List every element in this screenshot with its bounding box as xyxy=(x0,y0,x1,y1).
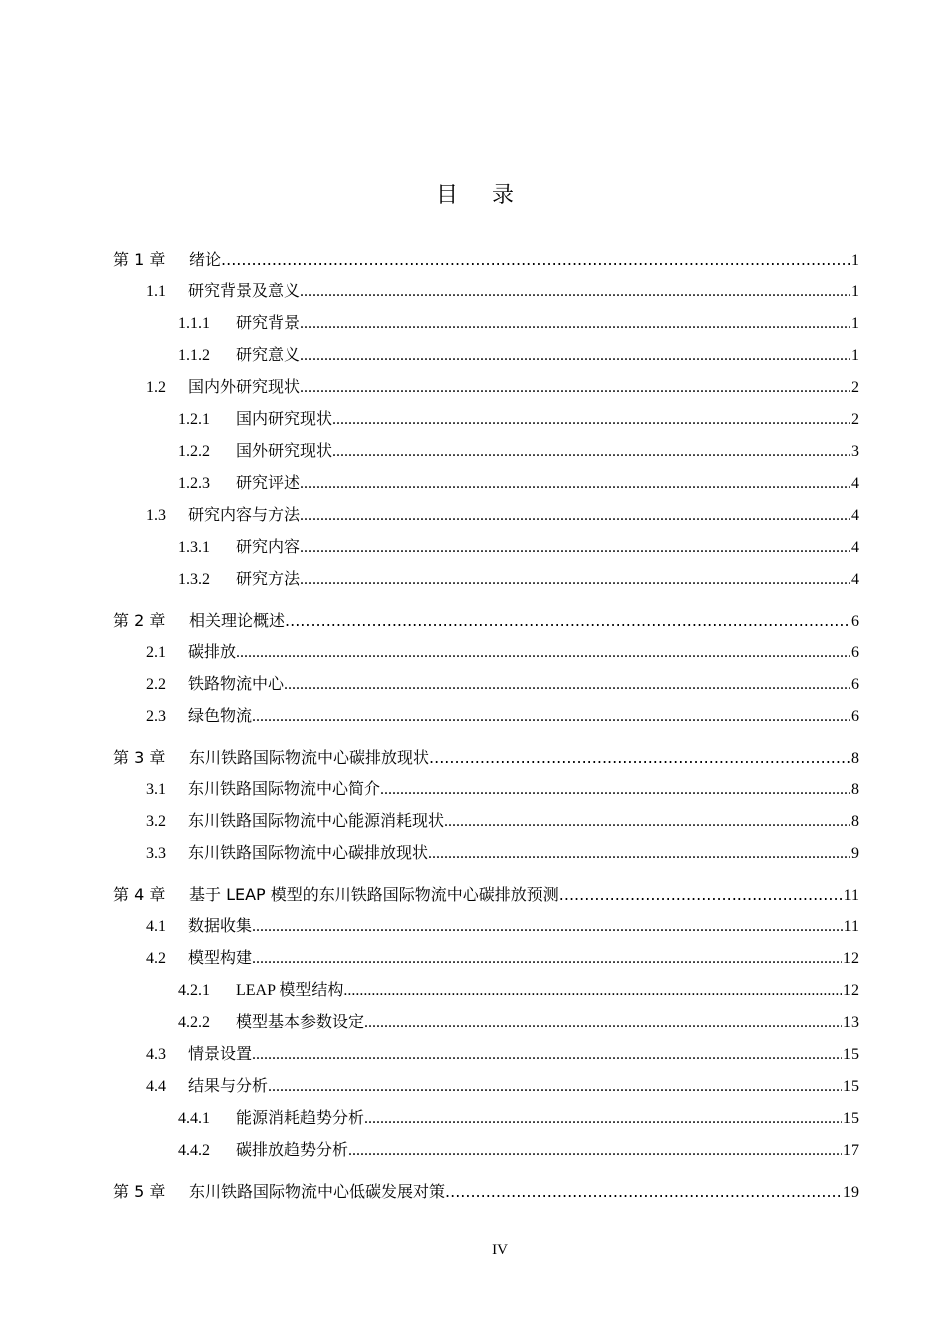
toc-section-entry[interactable] xyxy=(113,468,859,500)
toc-entry-number: 1.3.1 xyxy=(178,539,210,556)
toc-entry-page: 12 xyxy=(843,950,859,967)
toc-entry-title: 研究方法 xyxy=(236,571,301,588)
toc-section-entry[interactable] xyxy=(113,500,859,532)
dot-leader xyxy=(348,1135,842,1167)
toc-entry-title: 国内外研究现状 xyxy=(188,379,301,396)
toc-entry-title: 数据收集 xyxy=(188,918,253,935)
toc-entry-number: 4.4.2 xyxy=(178,1142,210,1159)
toc-entry-page: 15 xyxy=(843,1110,859,1127)
toc-entry-title: 碳排放 xyxy=(188,644,237,661)
toc-entry-title: 东川铁路国际物流中心简介 xyxy=(188,781,381,798)
toc-entry-page: 6 xyxy=(851,644,859,661)
dot-leader xyxy=(364,1007,842,1039)
toc-section-entry[interactable] xyxy=(113,1103,859,1135)
toc-entry-number: 1.1.2 xyxy=(178,347,210,364)
toc-entry-number: 第 1 章 xyxy=(113,250,166,269)
toc-section-entry[interactable] xyxy=(113,975,859,1007)
toc-entry-number: 第 5 章 xyxy=(113,1182,166,1201)
page-title: 目录 xyxy=(435,183,548,208)
toc-entry-title: 国外研究现状 xyxy=(236,443,333,460)
toc-entry-number: 1.3 xyxy=(146,507,166,524)
toc-entry-page: 4 xyxy=(851,507,859,524)
toc-entry-title: 绿色物流 xyxy=(188,708,253,725)
toc-entry-title: 研究背景及意义 xyxy=(188,283,301,300)
toc-entry-page: 13 xyxy=(843,1014,859,1031)
toc-entry-number: 4.4 xyxy=(146,1078,166,1095)
toc-entry-number: 4.2 xyxy=(146,950,166,967)
toc-entry-number: 第 4 章 xyxy=(113,885,166,904)
toc-entry-page: 19 xyxy=(843,1184,859,1201)
toc-entry-title: 研究内容与方法 xyxy=(188,507,301,524)
toc-entry-title: 研究意义 xyxy=(236,347,301,364)
dot-leader xyxy=(444,806,850,838)
toc-entry-title: 研究背景 xyxy=(236,315,301,332)
toc-entry-number: 1.2 xyxy=(146,379,166,396)
dot-leader xyxy=(300,564,850,596)
toc-entry-number: 4.2.2 xyxy=(178,1014,210,1031)
toc-section-entry[interactable] xyxy=(113,943,859,975)
dot-leader xyxy=(268,1071,842,1103)
toc-entry-title: 东川铁路国际物流中心能源消耗现状 xyxy=(188,813,445,830)
toc-chapter-entry[interactable] xyxy=(113,1176,859,1208)
page-number: IV xyxy=(492,1242,508,1258)
toc-chapter-entry[interactable] xyxy=(113,605,859,637)
toc-entry-number: 1.1.1 xyxy=(178,315,210,332)
toc-entry-title: 模型基本参数设定 xyxy=(236,1014,365,1031)
toc-entry-title: 能源消耗趋势分析 xyxy=(236,1110,365,1127)
toc-entry-number: 1.2.3 xyxy=(178,475,210,492)
toc-entry-title: 东川铁路国际物流中心低碳发展对策 xyxy=(189,1182,446,1201)
toc-entry-title: LEAP 模型结构 xyxy=(236,982,344,999)
toc-entry-title: 研究内容 xyxy=(236,539,301,556)
toc-entry-page: 15 xyxy=(843,1046,859,1063)
toc-section-entry[interactable] xyxy=(113,276,859,308)
toc-entry-number: 1.3.2 xyxy=(178,571,210,588)
toc-chapter-entry[interactable] xyxy=(113,742,859,774)
toc-section-entry[interactable] xyxy=(113,340,859,372)
toc-entry-number: 2.2 xyxy=(146,676,166,693)
dot-leader xyxy=(300,500,850,532)
toc-entry-page: 15 xyxy=(843,1078,859,1095)
toc-section-entry[interactable] xyxy=(113,1039,859,1071)
toc-entry-title: 基于 LEAP 模型的东川铁路国际物流中心碳排放预测 xyxy=(189,885,559,904)
toc-section-entry[interactable] xyxy=(113,1135,859,1167)
dot-leader xyxy=(252,701,850,733)
toc-entry-number: 3.3 xyxy=(146,845,166,862)
toc-entry-title: 国内研究现状 xyxy=(236,411,333,428)
toc-chapter-entry[interactable] xyxy=(113,879,859,911)
dot-leader xyxy=(300,468,850,500)
dot-leader xyxy=(559,879,843,911)
toc-section-entry[interactable] xyxy=(113,1071,859,1103)
toc-section-entry[interactable] xyxy=(113,701,859,733)
toc-entry-number: 3.2 xyxy=(146,813,166,830)
table-of-contents xyxy=(113,244,859,1208)
toc-entry-page: 8 xyxy=(851,781,859,798)
toc-section-entry[interactable] xyxy=(113,911,859,943)
toc-entry-title: 相关理论概述 xyxy=(189,611,286,630)
toc-section-entry[interactable] xyxy=(113,637,859,669)
dot-leader xyxy=(252,1039,842,1071)
toc-section-entry[interactable] xyxy=(113,806,859,838)
toc-entry-page: 12 xyxy=(843,982,859,999)
dot-leader xyxy=(380,774,850,806)
dot-leader xyxy=(445,1176,842,1208)
toc-entry-page: 6 xyxy=(851,708,859,725)
toc-entry-page: 3 xyxy=(851,443,859,460)
dot-leader xyxy=(300,340,850,372)
toc-entry-page: 2 xyxy=(851,379,859,396)
dot-leader xyxy=(252,911,843,943)
toc-section-entry[interactable] xyxy=(113,669,859,701)
toc-entry-page: 4 xyxy=(851,475,859,492)
toc-entry-title: 东川铁路国际物流中心碳排放现状 xyxy=(188,845,429,862)
toc-section-entry[interactable] xyxy=(113,372,859,404)
toc-entry-title: 情景设置 xyxy=(188,1046,253,1063)
toc-entry-page: 11 xyxy=(843,918,859,935)
toc-entry-page: 1 xyxy=(851,283,859,300)
toc-entry-number: 2.3 xyxy=(146,708,166,725)
dot-leader xyxy=(428,838,850,870)
toc-section-entry[interactable] xyxy=(113,532,859,564)
dot-leader xyxy=(236,637,850,669)
toc-entry-title: 铁路物流中心 xyxy=(188,676,285,693)
toc-entry-title: 绪论 xyxy=(189,250,222,269)
toc-entry-number: 4.1 xyxy=(146,918,166,935)
toc-entry-title: 碳排放趋势分析 xyxy=(236,1142,349,1159)
toc-entry-number: 4.4.1 xyxy=(178,1110,210,1127)
toc-entry-number: 4.3 xyxy=(146,1046,166,1063)
toc-entry-number: 2.1 xyxy=(146,644,166,661)
toc-section-entry[interactable] xyxy=(113,564,859,596)
toc-entry-page: 8 xyxy=(851,813,859,830)
toc-entry-number: 第 2 章 xyxy=(113,611,166,630)
toc-section-entry[interactable] xyxy=(113,404,859,436)
dot-leader xyxy=(429,742,850,774)
toc-entry-number: 4.2.1 xyxy=(178,982,210,999)
dot-leader xyxy=(284,669,850,701)
toc-entry-page: 11 xyxy=(843,887,859,904)
toc-entry-page: 1 xyxy=(851,252,859,269)
toc-entry-page: 1 xyxy=(851,347,859,364)
toc-section-entry[interactable] xyxy=(113,308,859,340)
toc-chapter-entry[interactable] xyxy=(113,244,859,276)
toc-section-entry[interactable] xyxy=(113,774,859,806)
toc-entry-page: 2 xyxy=(851,411,859,428)
toc-entry-page: 17 xyxy=(843,1142,859,1159)
dot-leader xyxy=(221,244,850,276)
dot-leader xyxy=(252,943,842,975)
toc-entry-number: 1.2.2 xyxy=(178,443,210,460)
toc-entry-number: 1.2.1 xyxy=(178,411,210,428)
toc-entry-title: 东川铁路国际物流中心碳排放现状 xyxy=(189,748,430,767)
toc-entry-page: 4 xyxy=(851,571,859,588)
dot-leader xyxy=(300,372,850,404)
toc-entry-page: 6 xyxy=(851,613,859,630)
dot-leader xyxy=(332,436,850,468)
dot-leader xyxy=(364,1103,842,1135)
dot-leader xyxy=(300,532,850,564)
toc-entry-page: 8 xyxy=(851,750,859,767)
toc-entry-page: 9 xyxy=(851,845,859,862)
dot-leader xyxy=(343,975,842,1007)
toc-section-entry[interactable] xyxy=(113,436,859,468)
toc-section-entry[interactable] xyxy=(113,1007,859,1039)
toc-entry-page: 4 xyxy=(851,539,859,556)
toc-entry-title: 模型构建 xyxy=(188,950,253,967)
toc-entry-page: 1 xyxy=(851,315,859,332)
toc-section-entry[interactable] xyxy=(113,838,859,870)
toc-entry-page: 6 xyxy=(851,676,859,693)
dot-leader xyxy=(300,308,850,340)
dot-leader xyxy=(332,404,850,436)
toc-entry-title: 结果与分析 xyxy=(188,1078,269,1095)
dot-leader xyxy=(300,276,850,308)
toc-entry-number: 第 3 章 xyxy=(113,748,166,767)
toc-entry-title: 研究评述 xyxy=(236,475,301,492)
toc-entry-number: 3.1 xyxy=(146,781,166,798)
toc-entry-number: 1.1 xyxy=(146,283,166,300)
dot-leader xyxy=(285,605,850,637)
